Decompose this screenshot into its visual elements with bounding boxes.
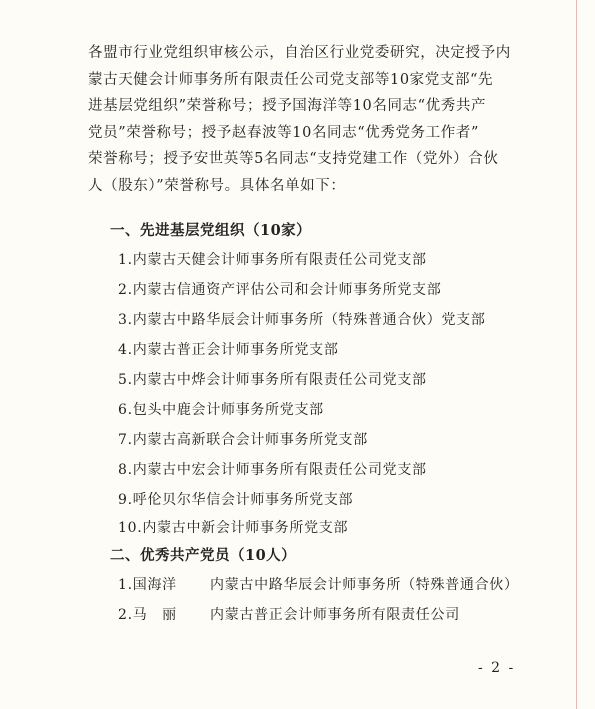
page-number: - 2 - xyxy=(478,660,516,676)
intro-line: 蒙古天健会计师事务所有限责任公司党支部等10家党支部“先 xyxy=(88,71,494,88)
member-org: 内蒙古普正会计师事务所有限责任公司 xyxy=(210,607,460,623)
section-heading-advanced-orgs: 一、先进基层党组织（10家） xyxy=(110,222,312,239)
page-border-line xyxy=(576,0,577,709)
intro-line: 荣誉称号；授予安世英等5名同志“支持党建工作（党外）合伙 xyxy=(88,151,499,167)
org-list-item: 8.内蒙古中宏会计师事务所有限责任公司党支部 xyxy=(118,462,427,478)
member-list-item xyxy=(118,604,460,624)
intro-paragraph xyxy=(88,40,518,199)
intro-line: 党员”荣誉称号；授予赵春波等10名同志“优秀党务工作者” xyxy=(88,124,479,141)
org-list-item: 3.内蒙古中路华辰会计师事务所（特殊普通合伙）党支部 xyxy=(118,312,486,328)
org-list-item: 1.内蒙古天健会计师事务所有限责任公司党支部 xyxy=(118,252,427,268)
org-list-item: 9.呼伦贝尔华信会计师事务所党支部 xyxy=(118,492,354,508)
org-list-item: 5.内蒙古中烨会计师事务所有限责任公司党支部 xyxy=(118,372,427,388)
member-name: 2.马 丽 xyxy=(118,607,177,623)
org-list-item: 6.包头中鹿会计师事务所党支部 xyxy=(118,402,324,418)
org-list-item: 7.内蒙古高新联合会计师事务所党支部 xyxy=(118,432,368,448)
section-heading-excellent-members: 二、优秀共产党员（10人） xyxy=(110,547,297,564)
member-name: 1.国海洋 xyxy=(118,577,177,593)
member-list-item xyxy=(118,574,519,594)
org-list-item: 4.内蒙古普正会计师事务所党支部 xyxy=(118,342,339,358)
org-list-item: 2.内蒙古信通资产评估公司和会计师事务所党支部 xyxy=(118,282,442,298)
intro-line: 各盟市行业党组织审核公示，自治区行业党委研究，决定授予内 xyxy=(88,45,511,61)
org-list-item: 10.内蒙古中新会计师事务所党支部 xyxy=(118,520,349,536)
member-org: 内蒙古中路华辰会计师事务所（特殊普通合伙） xyxy=(210,577,519,593)
intro-line: 人（股东）”荣誉称号。具体名单如下： xyxy=(88,177,346,194)
intro-line: 进基层党组织”荣誉称号；授予国海洋等10名同志“优秀共产 xyxy=(88,98,487,114)
